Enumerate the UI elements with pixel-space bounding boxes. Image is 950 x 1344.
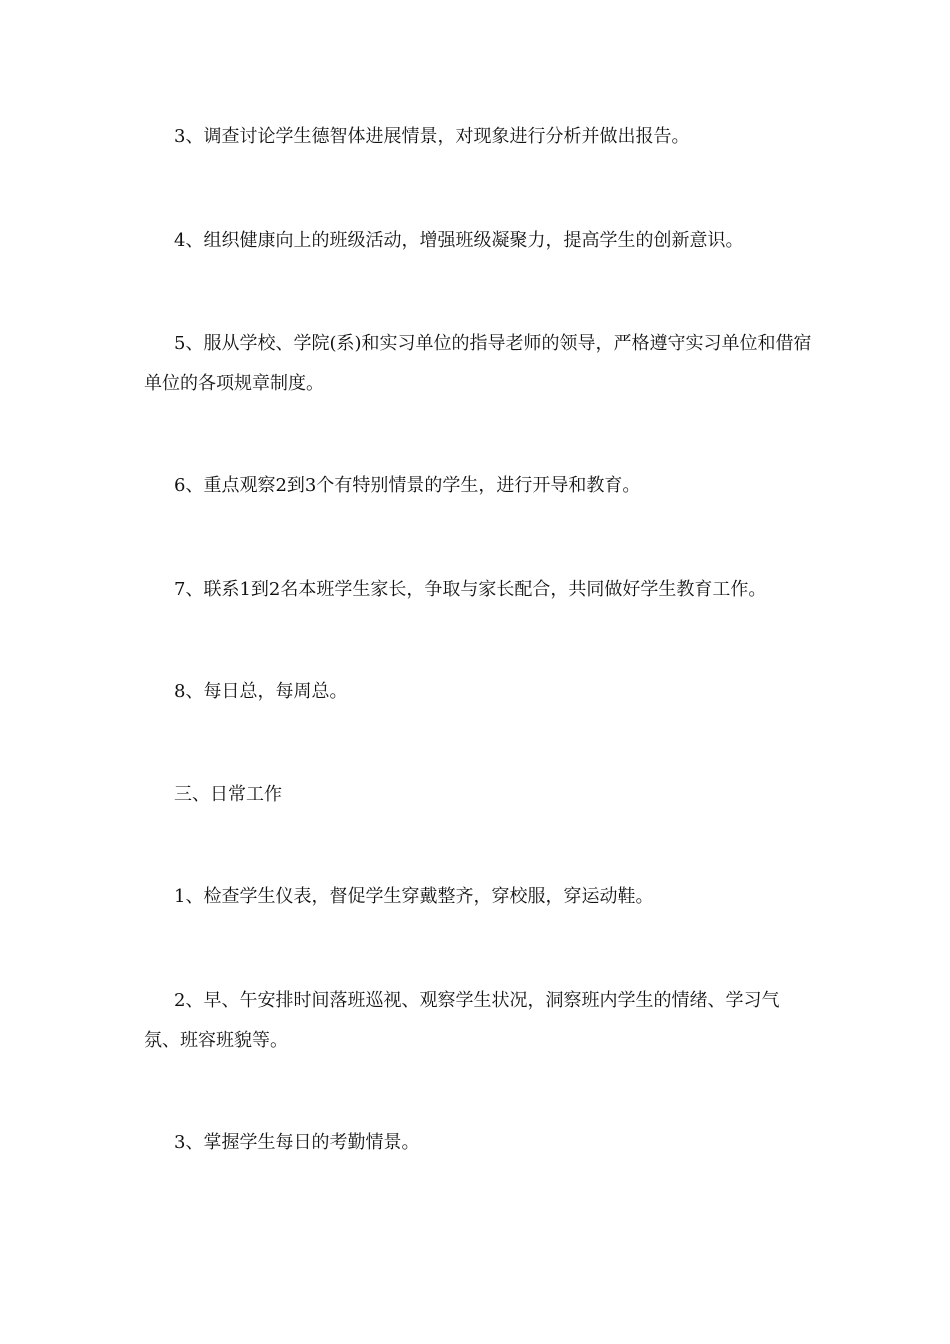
section-heading-daily-work: 三、日常工作 bbox=[174, 784, 282, 805]
paragraph-item-3-attendance: 3、掌握学生每日的考勤情景。 bbox=[174, 1132, 420, 1153]
paragraph-item-1-check-appearance: 1、检查学生仪表，督促学生穿戴整齐，穿校服，穿运动鞋。 bbox=[174, 886, 654, 907]
paragraph-item-8-daily-summary: 8、每日总，每周总。 bbox=[174, 681, 348, 702]
paragraph-item-6-observe-students: 6、重点观察2到3个有特别情景的学生，进行开导和教育。 bbox=[174, 475, 641, 496]
paragraph-item-2-inspect-class: 2、早、午安排时间落班巡视、观察学生状况，洞察班内学生的情绪、学习气氛、班容班貌等。 bbox=[144, 990, 780, 1051]
paragraph-item-5-obey-rules: 5、服从学校、学院(系)和实习单位的指导老师的领导，严格遵守实习单位和借宿单位的各项规章制度。 bbox=[144, 333, 812, 394]
paragraph-item-3-investigation: 3、调查讨论学生德智体进展情景，对现象进行分析并做出报告。 bbox=[174, 126, 690, 147]
paragraph-item-7-contact-parents: 7、联系1到2名本班学生家长，争取与家长配合，共同做好学生教育工作。 bbox=[174, 579, 767, 600]
paragraph-item-4-class-activities: 4、组织健康向上的班级活动，增强班级凝聚力，提高学生的创新意识。 bbox=[174, 230, 744, 251]
